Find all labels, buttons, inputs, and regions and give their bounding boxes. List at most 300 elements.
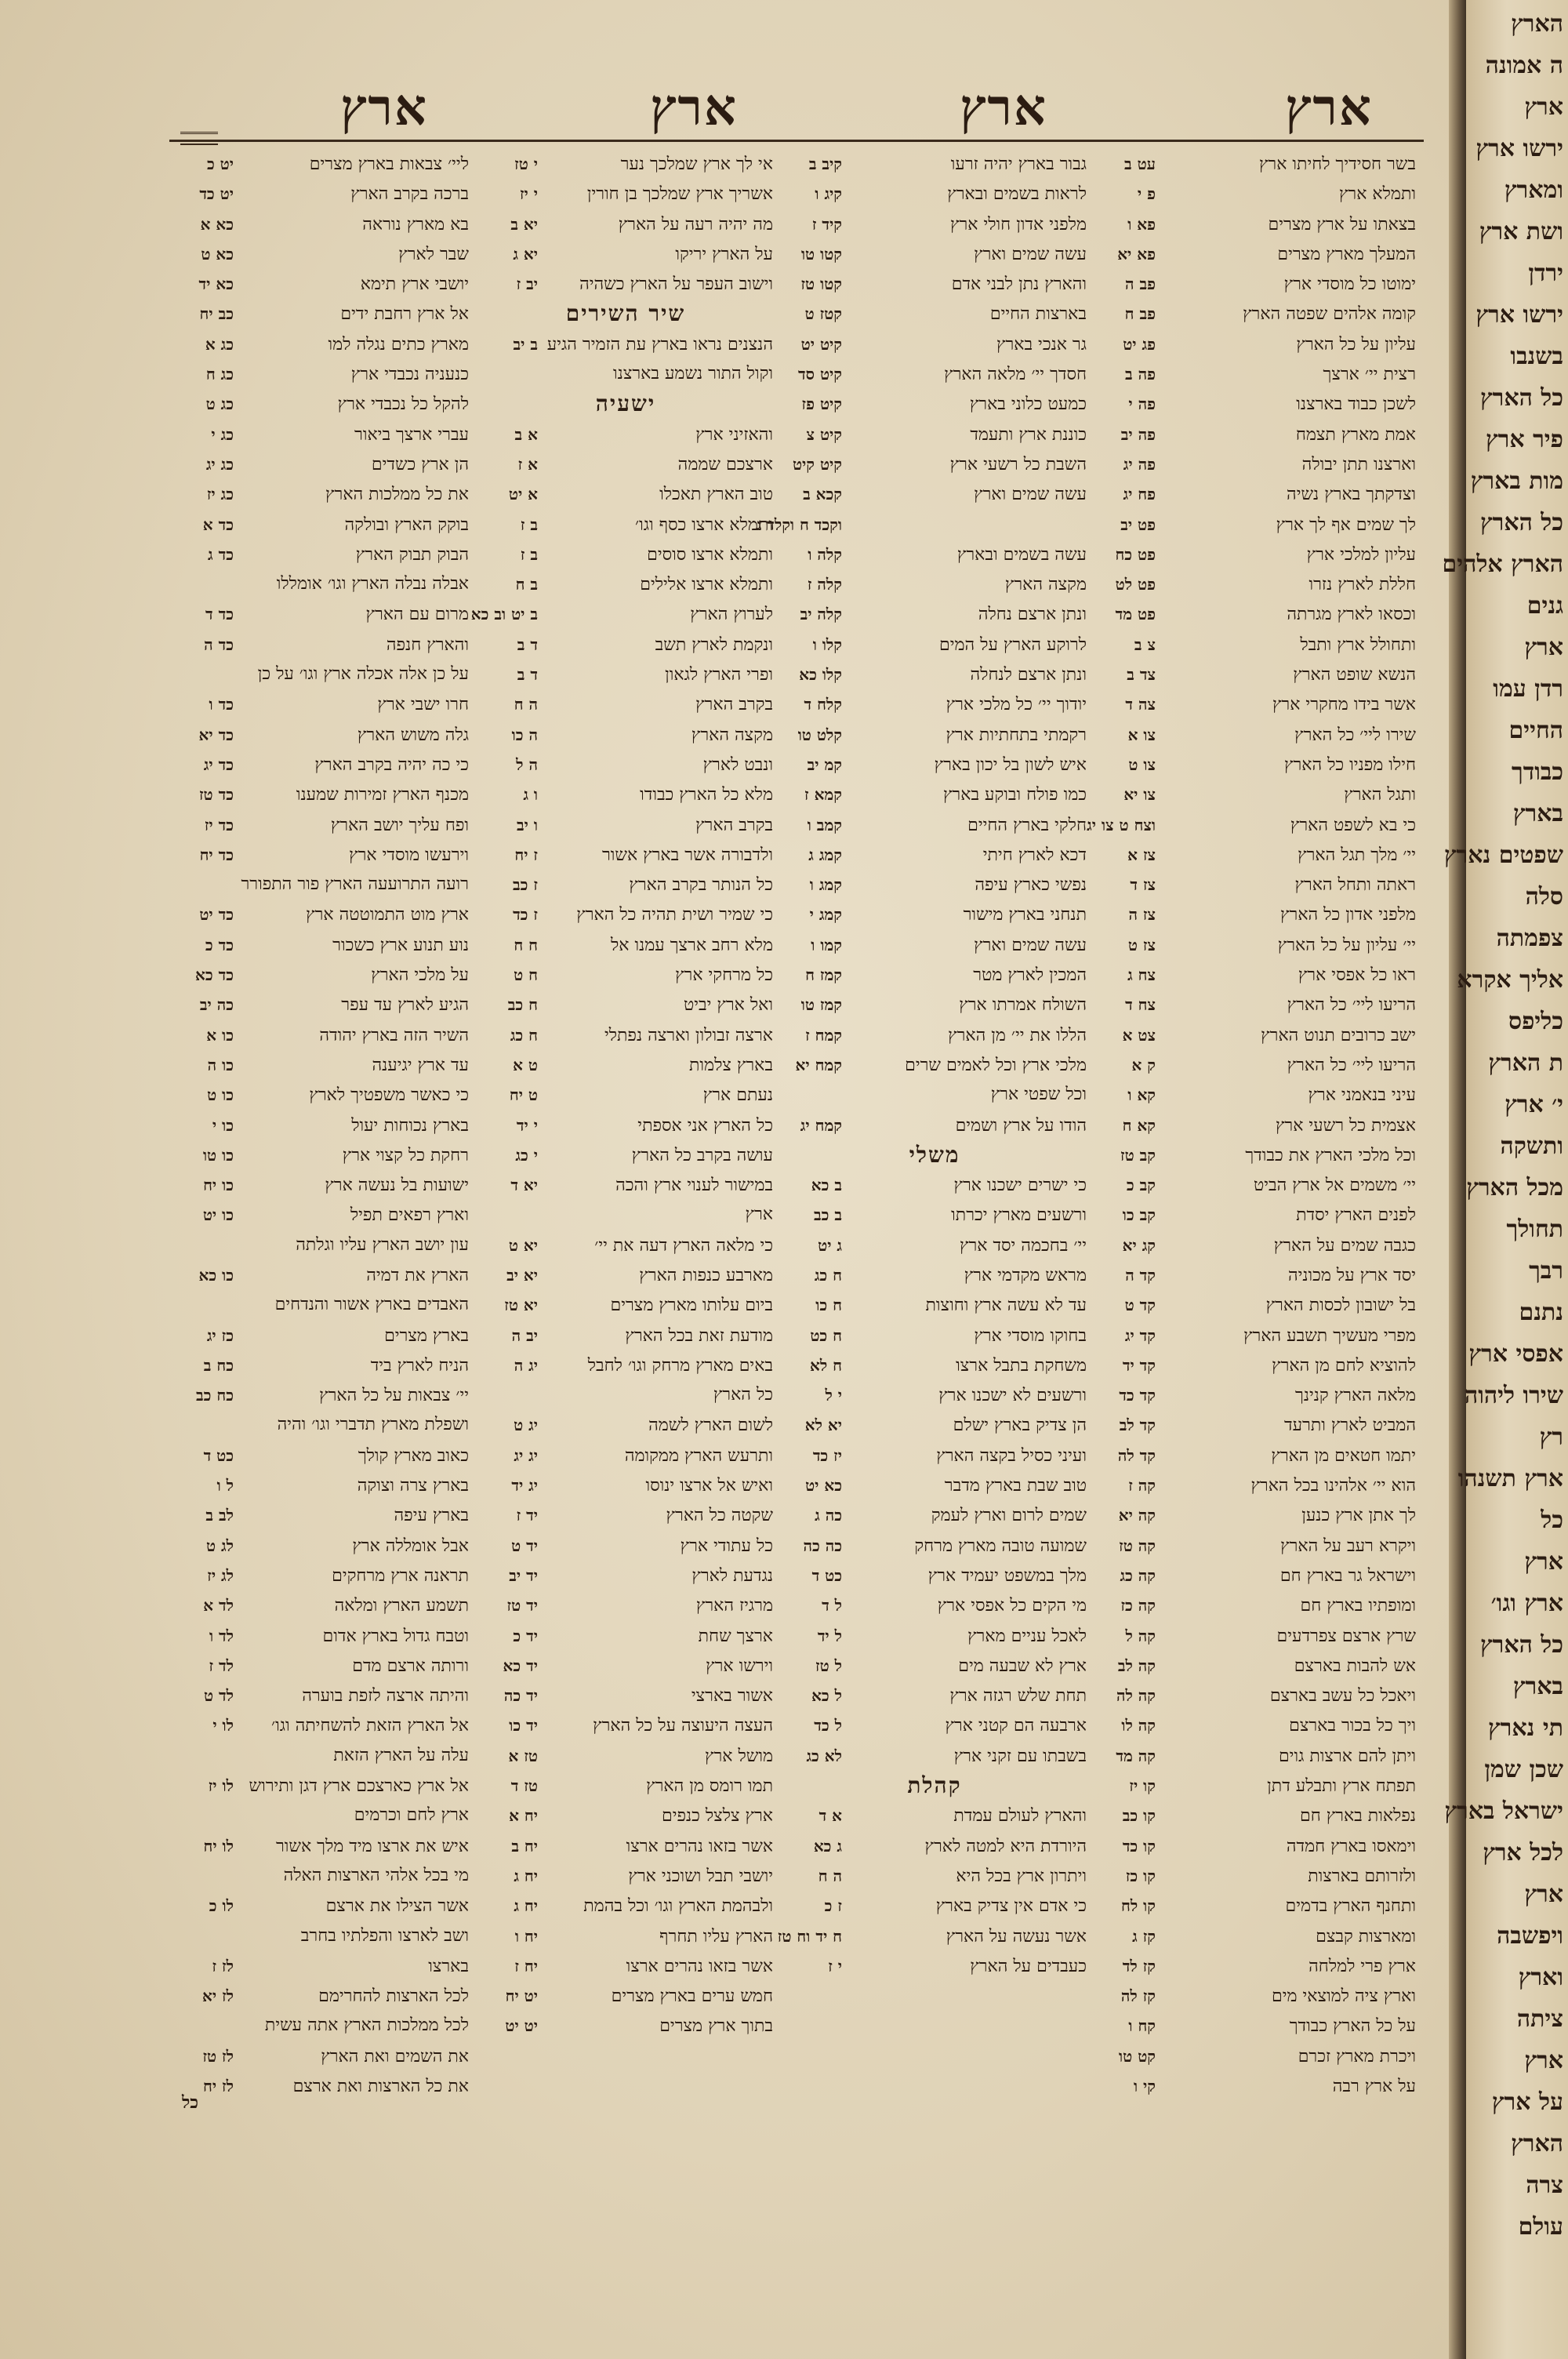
entry-row: [474, 960, 778, 990]
entry-row: [1091, 1200, 1421, 1230]
adjacent-page-fragment: ארץ: [1524, 1881, 1563, 1908]
entry-text: וכל מלכי הארץ את כבודך: [1245, 1145, 1416, 1165]
entry-text: השבת כל רשעי ארץ: [949, 454, 1087, 474]
entry-reference: כו יח: [203, 1176, 234, 1195]
entry-row: [1091, 1741, 1421, 1771]
entry-row: [474, 510, 778, 540]
entry-text: לאכל עניים מארץ: [967, 1626, 1087, 1646]
entry-row: [474, 1981, 778, 2011]
entry-reference: ב כא: [811, 1176, 842, 1195]
entry-row: [778, 1741, 1091, 1771]
entry-reference: ח יד וח טז: [777, 1926, 842, 1946]
entry-row: [169, 1321, 474, 1350]
entry-reference: קה ז: [1128, 1476, 1156, 1496]
entry-text: וימאסו בארץ חמדה: [1286, 1836, 1416, 1856]
entry-text: נגדעת לארץ: [691, 1565, 773, 1586]
entry-reference: ו יב: [517, 815, 538, 834]
entry-row: [474, 1350, 778, 1380]
entry-reference: צו יא: [1123, 785, 1156, 805]
adjacent-page-fragment: כל: [1541, 1507, 1563, 1534]
entry-row: [1091, 479, 1421, 509]
adjacent-page-fragment: מכל הארץ: [1466, 1174, 1563, 1201]
adjacent-page-fragment: החיים: [1508, 717, 1563, 744]
adjacent-page-fragment: רץ: [1539, 1423, 1563, 1451]
entry-text: איש את ארצו מיד מלך אשור: [275, 1836, 469, 1856]
entry-reference: יג יג: [514, 1445, 538, 1465]
adjacent-page-fragment: צרה: [1526, 2172, 1563, 2199]
entry-text: ותמלא ארצו כסף וגו׳: [635, 514, 773, 535]
entry-reference: קד ה: [1125, 1265, 1156, 1285]
entry-row: [169, 960, 474, 990]
entry-reference: ו ג: [523, 785, 538, 805]
entry-text: ארץ לחם וכרמים: [354, 1805, 469, 1826]
entry-text: ופרי הארץ לגאון: [665, 665, 773, 685]
entry-row: [778, 930, 1091, 960]
entry-reference: א ד: [818, 1806, 842, 1826]
entry-text: ויך כל בכור בארצם: [1289, 1716, 1416, 1736]
entry-reference: יט יט: [505, 2016, 538, 2036]
adjacent-page-edge: [1442, 0, 1568, 2359]
entry-reference: כג י: [211, 424, 234, 444]
entry-text: לערוץ הארץ: [690, 605, 773, 625]
entry-row: [169, 1110, 474, 1140]
entry-reference: כג ט: [205, 394, 234, 414]
entry-text: כמעט כלוני בארץ: [969, 394, 1087, 415]
adjacent-page-fragment: עולם: [1518, 2213, 1563, 2241]
entry-row: [778, 1260, 1091, 1290]
entry-reference: ח ט: [514, 965, 538, 985]
entry-row: [474, 1741, 778, 1771]
entry-text: וישוב העפר על הארץ כשהיה: [579, 274, 773, 295]
entry-reference: לז ז: [212, 1956, 234, 1976]
entry-row: [778, 359, 1091, 389]
entry-row: [169, 1891, 474, 1921]
entry-text: שקטה כל הארץ: [666, 1506, 773, 1526]
entry-text: שרץ ארצם צפרדעים: [1276, 1626, 1416, 1646]
entry-text: כל מרחקי ארץ: [675, 965, 773, 986]
entry-reference: י ל: [825, 1386, 842, 1405]
entry-reference: קה לב: [1117, 1656, 1156, 1675]
entry-row: [169, 420, 474, 449]
entry-reference: לז טז: [202, 2046, 234, 2066]
entry-reference: יד יב: [509, 1565, 538, 1585]
entry-row: [1091, 1380, 1421, 1410]
entry-row: [169, 2071, 474, 2101]
entry-reference: קד לב: [1119, 1416, 1156, 1435]
adjacent-page-fragment: רדן עמו: [1493, 675, 1563, 703]
entry-text: כנעניה נכבדי ארץ: [350, 365, 469, 385]
entry-text: את כל ממלכות הארץ: [325, 485, 469, 505]
entry-text: ארבעה הם קטני ארץ: [945, 1716, 1087, 1736]
entry-reference: יח א: [509, 1806, 538, 1826]
entry-reference: יא ג: [513, 244, 538, 264]
entry-row: [169, 1801, 474, 1830]
adjacent-page-fragment: ישראל בארץ: [1444, 1797, 1563, 1825]
entry-row: [474, 1080, 778, 1110]
entry-reference: יא ד: [510, 1176, 538, 1195]
entry-reference: קמו ו: [811, 935, 842, 954]
entry-row: [474, 1531, 778, 1561]
entry-reference: קי ו: [1133, 2077, 1156, 2095]
entry-text: אשריך ארץ שמלכך בן חורין: [586, 184, 773, 205]
entry-reference: ח כב: [507, 995, 538, 1015]
entry-row: [1091, 420, 1421, 449]
entry-row: [778, 1290, 1091, 1320]
entry-text: יי׳ צבאות על כל הארץ: [319, 1386, 469, 1406]
adjacent-page-fragment: ארץ: [1524, 2047, 1563, 2074]
entry-row: [474, 239, 778, 269]
adjacent-page-fragment: על ארץ: [1491, 2088, 1563, 2116]
entry-text: ותרעש הארץ ממקומה: [624, 1445, 773, 1466]
entry-reference: כד כא: [195, 965, 234, 985]
entry-reference: ח לא: [810, 1355, 842, 1375]
entry-text: עשה בשמים ובארץ: [956, 544, 1087, 565]
entry-reference: לו יז: [208, 1776, 234, 1796]
entry-reference: קד יד: [1122, 1355, 1156, 1375]
entry-reference: ב ז: [520, 514, 538, 534]
entry-reference: יד ז: [516, 1506, 538, 1525]
entry-text: ואיש אל ארצו ינוסו: [645, 1476, 773, 1496]
entry-text: לך אתן ארץ כנען: [1301, 1506, 1416, 1526]
adjacent-page-fragment: כל הארץ: [1479, 1631, 1563, 1659]
entry-row: [1091, 1110, 1421, 1140]
entry-row: [1091, 599, 1421, 629]
entry-text: כמו פולח ובוקע בארץ: [942, 785, 1087, 805]
entry-row: [474, 1020, 778, 1050]
entry-text: חרו ישבי ארץ: [377, 695, 469, 715]
entry-text: רועה התרועעה הארץ פור התפורר: [241, 874, 469, 895]
column-header-2: ארץ: [960, 78, 1047, 137]
entry-row: [778, 1621, 1091, 1651]
entry-text: מי הקים כל אפסי ארץ: [937, 1596, 1087, 1616]
entry-reference: קלט טו: [797, 725, 842, 744]
entry-row: [1091, 1500, 1421, 1530]
entry-reference: קיט פז: [801, 394, 842, 414]
entry-text: כי שמיר ושית תהיה כל הארץ: [576, 905, 773, 925]
entry-text: ופח עליך יושב הארץ: [330, 815, 469, 835]
entry-text: והארץ לעולם עמדת: [953, 1806, 1087, 1826]
entry-row: [778, 1441, 1091, 1470]
entry-text: אצמית כל רשעי ארץ: [1275, 1115, 1416, 1136]
entry-row: [474, 569, 778, 599]
entry-row: [1091, 1140, 1421, 1170]
entry-text: עליון למלכי ארץ: [1306, 544, 1416, 565]
entry-text: ארצה זבולון וארצה נפתלי: [604, 1025, 773, 1045]
entry-reference: לד ז: [209, 1656, 234, 1675]
entry-text: עשה שמים וארץ: [974, 935, 1087, 955]
entry-row: [169, 810, 474, 840]
entry-reference: יד כה: [503, 1686, 538, 1706]
entry-text: על כל הארץ כבודך: [1289, 2016, 1416, 2037]
entry-text: הן ארץ כשדים: [371, 454, 469, 474]
entry-reference: יח ו: [514, 1926, 538, 1946]
entry-row: [169, 359, 474, 389]
adjacent-page-fragment: ושת ארץ: [1479, 218, 1563, 245]
entry-reference: קיט סד: [798, 365, 842, 384]
entry-row: [169, 1861, 474, 1891]
entry-row: [169, 299, 474, 329]
entry-row: [1091, 389, 1421, 419]
entry-text: יושבי תבל ושוכני ארץ: [628, 1866, 773, 1886]
entry-row: [169, 329, 474, 359]
entry-reference: ב יט וב כא: [470, 605, 538, 624]
entry-reference: לד א: [203, 1596, 234, 1616]
entry-reference: קכא ב: [803, 485, 842, 504]
entry-row: [474, 750, 778, 780]
adjacent-page-fragment: בשנבו: [1510, 343, 1563, 370]
entry-text: תנחני בארץ מישור: [963, 905, 1087, 925]
entry-reference: כו א: [206, 1025, 234, 1045]
entry-reference: ח כג: [510, 1025, 538, 1045]
entry-reference: קמח יא: [795, 1055, 842, 1074]
entry-text: רחקת כל קצוי ארץ: [342, 1145, 469, 1165]
adjacent-page-fragment: וארץ: [1518, 1964, 1563, 1991]
entry-row: [169, 840, 474, 870]
entry-row: [474, 1621, 778, 1651]
entry-row: [474, 2011, 778, 2041]
entry-row: [169, 930, 474, 960]
entry-reference: קלח ד: [804, 695, 842, 714]
entry-row: [474, 1441, 778, 1470]
entry-row: [778, 1801, 1091, 1830]
entry-row: [169, 479, 474, 509]
entry-text: מקצה הארץ: [1004, 575, 1087, 595]
entry-text: כאוב מארץ קולך: [358, 1445, 469, 1466]
adjacent-page-fragment: נתנם: [1519, 1299, 1563, 1326]
entry-reference: צה ד: [1125, 695, 1156, 714]
entry-row: [778, 1951, 1091, 1981]
entry-text: הן צדיק בארץ ישלם: [953, 1416, 1087, 1436]
entry-reference: לד ו: [209, 1626, 234, 1645]
entry-row: [1091, 1290, 1421, 1320]
entry-text: להקל כל נכבדי ארץ: [337, 394, 469, 415]
entry-text: כי אדם אין צדיק בארץ: [935, 1896, 1087, 1917]
entry-text: ותחולל ארץ ותבל: [1300, 634, 1416, 655]
entry-reference: יב ז: [516, 274, 538, 294]
entry-reference: א יט: [508, 485, 538, 504]
column-header-1: ארץ: [1285, 78, 1373, 137]
entry-row: [1091, 1891, 1421, 1921]
entry-reference: ל יד: [817, 1626, 842, 1645]
entry-row: [169, 1621, 474, 1651]
entry-text: באים מארץ מרחק וגו׳ לחבל: [587, 1355, 773, 1376]
entry-text: עשה שמים וארץ: [974, 244, 1087, 264]
entry-reference: קא ח: [1122, 1115, 1156, 1135]
entry-text: וירעשו מוסדי ארץ: [349, 845, 469, 865]
adjacent-page-fragment: מות בארץ: [1470, 467, 1563, 495]
entry-reference: קיט קיט: [792, 454, 842, 474]
entry-row: [1091, 689, 1421, 719]
entry-text: יודוך יי׳ כל מלכי ארץ: [946, 695, 1087, 715]
entry-text: מלפני אדון כל הארץ: [1280, 905, 1416, 925]
entry-reference: קמג ג: [808, 845, 842, 864]
entry-row: [1091, 900, 1421, 929]
entry-reference: ל טז: [815, 1656, 842, 1675]
entry-reference: קו יז: [1129, 1776, 1156, 1796]
entry-reference: ב ח: [515, 575, 538, 594]
entry-reference: צד ב: [1127, 665, 1156, 685]
entry-row: [1091, 1321, 1421, 1350]
entry-row: [169, 1200, 474, 1230]
entry-row: [169, 750, 474, 780]
entry-reference: כד ו: [209, 695, 234, 714]
entry-row: [778, 1921, 1091, 1951]
entry-row: [1091, 1561, 1421, 1590]
entry-row: [474, 1500, 778, 1530]
entry-row: [169, 1470, 474, 1500]
entry-reference: ז כד: [513, 905, 538, 925]
entry-reference: קיד ז: [811, 214, 842, 234]
entry-row: [1091, 1470, 1421, 1500]
section-heading: ישעיה: [595, 391, 656, 417]
entry-text: עליון על כל הארץ: [1296, 334, 1416, 354]
entry-reference: כו יט: [202, 1205, 234, 1225]
entry-reference: ט יח: [509, 1085, 538, 1105]
entry-text: מושל ארץ: [704, 1746, 773, 1766]
entry-row: [474, 1561, 778, 1590]
entry-row: [1091, 359, 1421, 389]
header-rule: [169, 140, 1424, 142]
entry-row: [778, 1200, 1091, 1230]
entry-row: [169, 1951, 474, 1981]
entry-row: [474, 1290, 778, 1320]
entry-reference: קב טז: [1120, 1145, 1156, 1165]
entry-text: דכא לארץ חיתי: [982, 845, 1087, 865]
adjacent-page-fragment: ארץ תשנהו: [1457, 1465, 1563, 1492]
entry-reference: ל ד: [822, 1596, 842, 1616]
entry-reference: קה כג: [1120, 1565, 1156, 1585]
entry-text: עד לא עשה ארץ וחוצות: [925, 1296, 1087, 1316]
entry-row: [169, 239, 474, 269]
entry-text: אבל אומללה ארץ: [352, 1536, 469, 1556]
entry-reference: יד ט: [511, 1536, 538, 1555]
entry-row: [1091, 1350, 1421, 1380]
entry-text: חסדך יי׳ מלאה הארץ: [944, 365, 1087, 385]
entry-text: מי בכל אלהי הארצות האלה: [283, 1865, 469, 1885]
entry-text: המביט לארץ ותרעד: [1284, 1416, 1416, 1436]
entry-text: ולדבורה אשר בארץ אשור: [601, 845, 773, 865]
entry-text: בל ישובון לכסות הארץ: [1265, 1296, 1416, 1316]
entry-reference: כו טו: [202, 1145, 234, 1165]
entry-reference: קז ג: [1132, 1926, 1156, 1946]
entry-row: [474, 1861, 778, 1891]
entry-text: וקול התור נשמע בארצנו: [613, 364, 773, 384]
entry-text: חלקי בארץ החיים: [967, 815, 1087, 835]
entry-text: מלאה הארץ קנינך: [1295, 1386, 1416, 1406]
entry-reference: כג יג: [205, 454, 234, 474]
entry-row: [1091, 1020, 1421, 1050]
adjacent-page-fragment: ירשו ארץ: [1475, 301, 1563, 329]
entry-row: [474, 420, 778, 449]
entry-row: [778, 1380, 1091, 1410]
entry-row: [474, 1681, 778, 1710]
entry-reference: קב כו: [1122, 1205, 1156, 1225]
entry-reference: כד ג: [208, 544, 234, 564]
entry-row: [1091, 720, 1421, 750]
entry-text: אבלה נבלה הארץ וגו׳ אומללו: [276, 574, 469, 594]
entry-row: [1091, 1170, 1421, 1200]
entry-row: [169, 389, 474, 419]
entry-row: [1091, 1981, 1421, 2011]
entry-row: [1091, 449, 1421, 479]
entry-text: שמים לרום וארץ לעמק: [931, 1506, 1087, 1526]
entry-text: ברכה בקרב הארץ: [350, 184, 469, 205]
entry-text: ורשעים מארץ יכרתו: [951, 1205, 1087, 1226]
entry-text: בוקק הארץ ובולקה: [344, 514, 469, 535]
entry-text: תמו רומס מן הארץ: [646, 1776, 773, 1797]
entry-row: [778, 1170, 1091, 1200]
entry-text: בארץ מצרים: [384, 1325, 469, 1346]
entry-row: [1091, 269, 1421, 299]
entry-row: [1091, 1861, 1421, 1891]
entry-text: יי׳ בחכמה יסד ארץ: [959, 1235, 1087, 1256]
entry-reference: יא יב: [506, 1265, 538, 1285]
adjacent-page-fragment: שכן שמן: [1484, 1756, 1563, 1783]
adjacent-page-fragment: סלה: [1525, 883, 1563, 911]
entry-row: [778, 900, 1091, 929]
entry-row: [1091, 510, 1421, 540]
entry-row: [474, 1110, 778, 1140]
adjacent-page-fragment: הארץ אלהים: [1442, 551, 1563, 578]
entry-reference: לד ט: [203, 1686, 234, 1706]
entry-text: הנשא שופט הארץ: [1293, 665, 1416, 685]
entry-text: עברי ארצך ביאור: [354, 424, 469, 445]
entry-text: הגיע לארץ עד עפר: [341, 995, 469, 1016]
adjacent-page-fragment: ותשקה: [1500, 1132, 1563, 1160]
entry-text: ביום עלותו מארץ מצרים: [610, 1296, 773, 1316]
entry-reference: קז לד: [1122, 1956, 1156, 1976]
entry-row: [778, 1410, 1091, 1440]
entry-text: להוציא לחם מן הארץ: [1272, 1355, 1416, 1376]
adjacent-page-fragment: בארץ: [1512, 1673, 1563, 1700]
entry-row: [474, 1590, 778, 1620]
catchword: כל: [182, 2092, 199, 2113]
entry-text: לראות בשמים ובארץ: [947, 184, 1087, 205]
entry-text: חמש ערים בארץ מצרים: [611, 1986, 773, 2007]
entry-row: [169, 449, 474, 479]
entry-reference: כח כב: [196, 1386, 234, 1405]
entry-reference: צז א: [1127, 845, 1156, 864]
entry-row: [474, 1470, 778, 1500]
entry-row: [1091, 2011, 1421, 2041]
entry-text: נפשי כארץ עיפה: [975, 875, 1087, 896]
entry-text: על מלכי הארץ: [371, 965, 469, 986]
entry-reference: עט ב: [1124, 154, 1156, 173]
entry-text: לשום הארץ לשמה: [648, 1416, 773, 1436]
adjacent-page-fragment: ארץ וגו׳: [1490, 1590, 1563, 1617]
entry-reference: לו י: [212, 1716, 234, 1736]
entry-text: ראתה ותחל הארץ: [1294, 875, 1416, 896]
entry-text: הבוק תבוק הארץ: [355, 544, 469, 565]
entry-text: ויאכל כל עשב בארצם: [1269, 1686, 1416, 1707]
entry-row: [778, 149, 1091, 179]
entry-text: בארץ עיפה: [394, 1506, 469, 1526]
entry-row: [1091, 1710, 1421, 1740]
entry-reference: פב ה: [1125, 274, 1156, 294]
section-heading: שיר השירים: [565, 300, 686, 327]
adjacent-page-fragment: גנים: [1526, 592, 1563, 620]
entry-text: ויתן להם ארצות גוים: [1278, 1746, 1416, 1766]
entry-text: במישור לענוי ארץ והכה: [615, 1176, 773, 1196]
entry-reference: ח כו: [815, 1296, 842, 1315]
entry-reference: קלו כא: [799, 665, 842, 685]
entry-reference: כה ג: [815, 1506, 842, 1525]
adjacent-page-fragment: אליך אקרא: [1457, 966, 1563, 994]
entry-row: [169, 149, 474, 179]
entry-reference: כד יג: [203, 754, 234, 774]
entry-row: [474, 209, 778, 239]
entry-reference: קיט יט: [800, 334, 842, 354]
